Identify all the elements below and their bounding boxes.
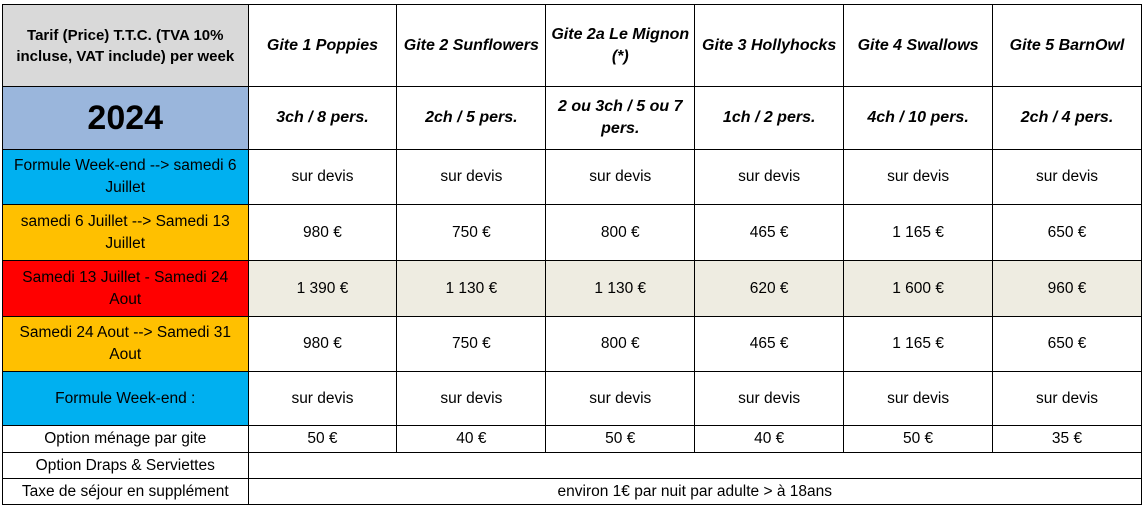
gite-capacity: 2 ou 3ch / 5 ou 7 pers.	[546, 87, 695, 150]
price-cell: 980 €	[248, 317, 397, 372]
gite-name: Gite 2 Sunflowers	[397, 5, 546, 87]
period-label: Formule Week-end :	[3, 372, 249, 426]
price-cell: 750 €	[397, 205, 546, 261]
period-row	[3, 372, 1142, 426]
price-cell: sur devis	[844, 150, 993, 205]
period-label: samedi 6 Juillet --> Samedi 13 Juillet	[3, 205, 249, 261]
price-cell: 1 600 €	[844, 261, 993, 317]
menage-price: 35 €	[993, 426, 1142, 453]
period-label: Samedi 24 Aout --> Samedi 31 Aout	[3, 317, 249, 372]
menage-price: 50 €	[844, 426, 993, 453]
year-cell: 2024	[3, 87, 249, 150]
period-row	[3, 205, 1142, 261]
price-cell: 1 130 €	[397, 261, 546, 317]
gite-capacity: 4ch / 10 pers.	[844, 87, 993, 150]
price-cell: sur devis	[248, 372, 397, 426]
period-label: Formule Week-end --> samedi 6 Juillet	[3, 150, 249, 205]
price-cell: sur devis	[397, 150, 546, 205]
period-row	[3, 150, 1142, 205]
price-cell: sur devis	[844, 372, 993, 426]
price-cell: 980 €	[248, 205, 397, 261]
period-row	[3, 317, 1142, 372]
price-cell: 1 165 €	[844, 317, 993, 372]
gite-capacity: 2ch / 5 pers.	[397, 87, 546, 150]
menage-price: 40 €	[397, 426, 546, 453]
price-cell: 620 €	[695, 261, 844, 317]
price-cell: 800 €	[546, 317, 695, 372]
gite-name: Gite 5 BarnOwl	[993, 5, 1142, 87]
price-cell: sur devis	[546, 372, 695, 426]
menage-price: 50 €	[546, 426, 695, 453]
price-cell: 650 €	[993, 317, 1142, 372]
gite-name: Gite 2a Le Mignon (*)	[546, 5, 695, 87]
option-draps-row	[3, 453, 1142, 479]
price-cell: sur devis	[695, 150, 844, 205]
gite-capacity: 3ch / 8 pers.	[248, 87, 397, 150]
option-menage-label: Option ménage par gite	[3, 426, 249, 453]
price-cell: 1 390 €	[248, 261, 397, 317]
price-cell: sur devis	[695, 372, 844, 426]
option-menage-row	[3, 426, 1142, 453]
taxe-row	[3, 479, 1142, 505]
header-row	[3, 5, 1142, 87]
gite-name: Gite 4 Swallows	[844, 5, 993, 87]
price-cell: 650 €	[993, 205, 1142, 261]
option-draps-value	[248, 453, 1142, 479]
price-cell: sur devis	[546, 150, 695, 205]
price-cell: sur devis	[993, 372, 1142, 426]
table-title: Tarif (Price) T.T.C. (TVA 10% incluse, VAT include) per week	[3, 5, 249, 87]
price-cell: sur devis	[993, 150, 1142, 205]
taxe-value: environ 1€ par nuit par adulte > à 18ans	[248, 479, 1142, 505]
capacity-row	[3, 87, 1142, 150]
price-table	[2, 4, 1142, 505]
price-cell: 1 165 €	[844, 205, 993, 261]
option-draps-label: Option Draps & Serviettes	[3, 453, 249, 479]
gite-name: Gite 3 Hollyhocks	[695, 5, 844, 87]
period-row	[3, 261, 1142, 317]
price-cell: sur devis	[248, 150, 397, 205]
gite-name: Gite 1 Poppies	[248, 5, 397, 87]
menage-price: 50 €	[248, 426, 397, 453]
menage-price: 40 €	[695, 426, 844, 453]
gite-capacity: 1ch / 2 pers.	[695, 87, 844, 150]
taxe-label: Taxe de séjour en supplément	[3, 479, 249, 505]
price-cell: 960 €	[993, 261, 1142, 317]
price-cell: 465 €	[695, 317, 844, 372]
gite-capacity: 2ch / 4 pers.	[993, 87, 1142, 150]
price-cell: 1 130 €	[546, 261, 695, 317]
price-cell: 465 €	[695, 205, 844, 261]
price-cell: 750 €	[397, 317, 546, 372]
period-label: Samedi 13 Juillet - Samedi 24 Aout	[3, 261, 249, 317]
price-cell: 800 €	[546, 205, 695, 261]
price-cell: sur devis	[397, 372, 546, 426]
